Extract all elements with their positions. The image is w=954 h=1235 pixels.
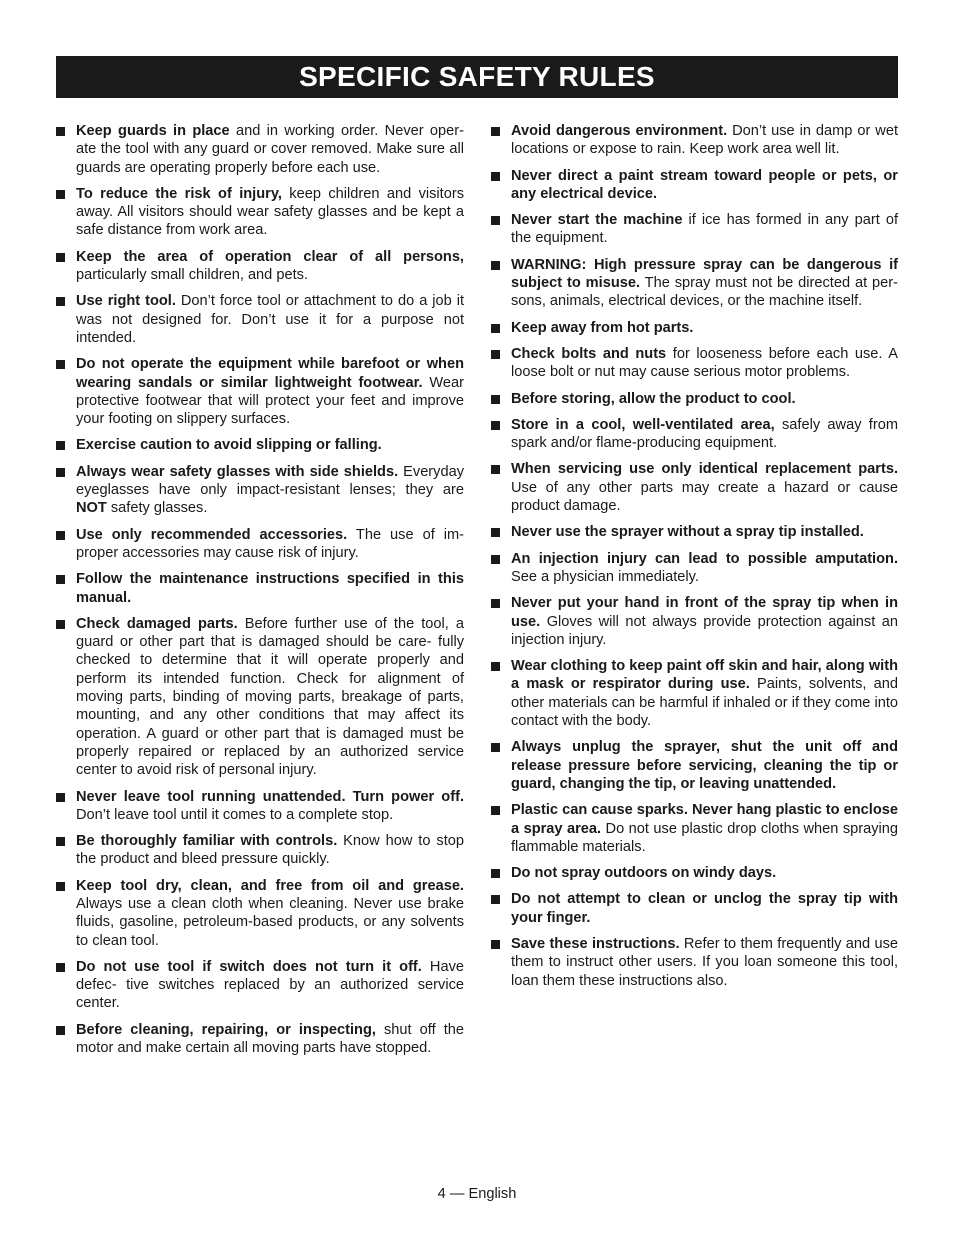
square-bullet-icon	[56, 832, 76, 846]
square-bullet-icon	[491, 211, 511, 225]
rule-heading: Never leave tool running unattended. Turn power off.	[76, 788, 464, 805]
safety-rule-text	[511, 935, 898, 990]
safety-rule-item	[56, 292, 464, 347]
safety-rule-text	[76, 958, 464, 1013]
safety-rule-item	[56, 788, 464, 825]
rule-description: safety glasses.	[106, 500, 208, 517]
safety-rule-text	[511, 890, 898, 927]
rule-heading: Keep guards in place	[76, 123, 230, 139]
safety-rule-text	[511, 550, 898, 587]
rule-heading: Use only recommended accessories.	[76, 526, 348, 543]
rule-description: Do not use plastic drop cloths when spraying flammable materials.	[511, 820, 898, 855]
safety-rule-item	[491, 801, 898, 856]
square-bullet-icon	[56, 463, 76, 477]
square-bullet-icon	[491, 167, 511, 181]
rule-description: Have defec- tive switches replaced by an authorized service center.	[76, 958, 464, 1012]
square-bullet-icon	[56, 122, 76, 136]
square-bullet-icon	[491, 256, 511, 270]
square-bullet-icon	[56, 615, 76, 629]
square-bullet-icon	[56, 570, 76, 584]
square-bullet-icon	[491, 460, 511, 474]
square-bullet-icon	[491, 657, 511, 671]
square-bullet-icon	[56, 526, 76, 540]
safety-rule-text	[76, 122, 464, 177]
rule-heading: Do not attempt to clean or unclog the spray tip with your finger.	[511, 891, 898, 926]
right-rules-column	[491, 122, 898, 990]
safety-rule-text	[511, 523, 898, 541]
safety-rule-item	[56, 832, 464, 869]
rule-description: Gloves will not always provide protection against an injection injury.	[511, 613, 898, 648]
rule-heading: Save these instructions.	[511, 935, 680, 952]
square-bullet-icon	[491, 738, 511, 752]
square-bullet-icon	[491, 345, 511, 359]
rule-heading: Use right tool.	[76, 293, 176, 310]
rule-heading: Keep away from hot parts.	[511, 319, 694, 336]
rule-description: Know how to stop the product and bleed pressure quickly.	[76, 833, 464, 868]
safety-rule-text	[76, 248, 464, 285]
safety-rule-item	[491, 122, 898, 159]
safety-rule-item	[491, 523, 898, 541]
rule-description: keep children and visitors away. All visitors should wear safety glasses and be kept a safe distance from work area.	[76, 185, 464, 239]
rule-heading: Never direct a paint stream toward people or pets, or any electrical device.	[511, 167, 898, 202]
safety-rule-text	[76, 877, 464, 950]
safety-rule-item	[56, 355, 464, 428]
safety-rule-text	[511, 657, 898, 730]
square-bullet-icon	[491, 594, 511, 608]
safety-rule-text	[511, 167, 898, 204]
rule-heading: Never use the sprayer without a spray tip installed.	[511, 524, 864, 541]
safety-rule-item	[56, 526, 464, 563]
page-footer: 4 — English	[437, 1186, 517, 1202]
safety-rule-text	[511, 738, 898, 793]
square-bullet-icon	[56, 788, 76, 802]
rule-description: Paints, solvents, and other materials can be harmful if inhaled or if they come into contact with the body.	[511, 676, 898, 730]
safety-rule-item	[491, 460, 898, 515]
safety-rule-item	[56, 958, 464, 1013]
safety-rule-text	[76, 292, 464, 347]
rule-heading: Avoid dangerous environment.	[511, 123, 728, 139]
square-bullet-icon	[56, 292, 76, 306]
rule-description: shut off the motor and make certain all moving parts have stopped.	[76, 1021, 464, 1057]
safety-rule-text	[511, 801, 898, 856]
safety-rule-text	[511, 211, 898, 248]
rule-heading: Always unplug the sprayer, shut the unit off and release pressure before servicing, cleaning the tip or guard, changing the tip, or leaving unattended.	[511, 739, 898, 792]
rule-description: Everyday eyeglasses have only impact-resistant lenses; they are	[76, 463, 464, 499]
square-bullet-icon	[491, 319, 511, 333]
rule-heading: Check damaged parts.	[76, 615, 238, 632]
rule-heading: Store in a cool, well-ventilated area,	[511, 416, 775, 433]
safety-rule-text	[511, 319, 898, 337]
rule-description: Don’t use in damp or wet locations or expose to rain. Keep work area well lit.	[511, 123, 898, 158]
safety-rule-text	[76, 570, 464, 607]
safety-rule-item	[491, 167, 898, 204]
safety-rule-item	[491, 345, 898, 382]
safety-rule-item	[491, 657, 898, 730]
safety-rule-text	[511, 594, 898, 649]
safety-rule-item	[56, 1021, 464, 1058]
rule-description: The use of im- proper accessories may cause risk of injury.	[76, 526, 465, 561]
rule-heading: NOT	[76, 500, 107, 517]
rule-heading: To reduce the risk of injury,	[76, 185, 282, 202]
rule-description: Refer to them frequently and use them to instruct other users. If you loan someone this tool, loan them these instructions also.	[511, 935, 898, 989]
rule-heading: Exercise caution to avoid slipping or falling.	[76, 437, 382, 454]
rule-description: if ice has formed in any part of the equipment.	[511, 212, 899, 247]
safety-rule-item	[491, 738, 898, 793]
rule-heading: Do not use tool if switch does not turn it off.	[76, 958, 422, 975]
rule-heading: Do not spray outdoors on windy days.	[511, 865, 777, 882]
safety-rule-item	[491, 864, 898, 882]
square-bullet-icon	[491, 523, 511, 537]
square-bullet-icon	[56, 185, 76, 199]
rule-heading: Never start the machine	[511, 212, 683, 229]
rule-heading: Never put your hand in front of the spray tip when in use.	[511, 595, 898, 630]
safety-rule-item	[56, 877, 464, 950]
rule-heading: An injection injury can lead to possible amputation.	[511, 550, 898, 567]
rule-description: and in working order. Never oper- ate the tool with any guard or cover removed. Make sure all guards are operating properly before each use.	[76, 123, 465, 176]
rule-heading: Do not operate the equipment while barefoot or when wearing sandals or similar lightweight footwear.	[76, 356, 464, 391]
rule-heading: Wear clothing to keep paint off skin and hair, along with a mask or respirator during use.	[511, 658, 898, 693]
square-bullet-icon	[56, 248, 76, 262]
square-bullet-icon	[491, 122, 511, 136]
safety-rule-text	[511, 416, 898, 453]
rule-heading: Before cleaning, repairing, or inspecting,	[76, 1021, 376, 1038]
safety-rule-text	[76, 355, 464, 428]
safety-rule-text	[511, 390, 898, 408]
safety-rule-item	[56, 122, 464, 177]
rule-description: safely away from spark and/or flame-producing equipment.	[511, 416, 898, 452]
rule-description: Always use a clean cloth when cleaning. Never use brake fluids, gasoline, petroleum-based products, or any solvents to clean tool.	[76, 895, 464, 949]
safety-rule-text	[76, 832, 464, 869]
safety-rule-text	[511, 345, 898, 382]
safety-rule-item	[56, 185, 464, 240]
safety-rule-item	[56, 463, 464, 518]
rule-description: Before further use of the tool, a guard or other part that is damaged should be care- fully checked to determine that it will operate properly and perform its intended function. Check for alignment of moving parts, binding of moving parts, breakage of parts, mounting, and any other conditions that may affect its operation. A guard or other part that is damaged must be properly repaired or replaced by an authorized service center to avoid risk of personal injury.	[76, 615, 464, 779]
safety-rule-item	[491, 550, 898, 587]
rule-heading: Before storing, allow the product to cool.	[511, 390, 796, 407]
rule-description: for looseness before each use. A loose bolt or nut may cause serious motor problems.	[511, 345, 898, 381]
rule-description: particularly small children, and pets.	[76, 267, 308, 284]
safety-rule-item	[491, 211, 898, 248]
safety-rule-text	[76, 1021, 464, 1058]
square-bullet-icon	[56, 877, 76, 891]
rule-heading: Check bolts and nuts	[511, 345, 667, 362]
rule-heading: When servicing use only identical replacement parts.	[511, 461, 898, 478]
square-bullet-icon	[56, 355, 76, 369]
square-bullet-icon	[491, 390, 511, 404]
safety-rule-item	[491, 594, 898, 649]
safety-rule-text	[76, 526, 464, 563]
safety-rule-text	[76, 788, 464, 825]
square-bullet-icon	[491, 416, 511, 430]
square-bullet-icon	[491, 890, 511, 904]
safety-rule-text	[511, 256, 898, 311]
rule-heading: Plastic can cause sparks. Never hang plastic to enclose a spray area.	[511, 802, 898, 837]
rule-description: Use of any other parts may create a hazard or cause product damage.	[511, 479, 898, 515]
safety-rule-text	[76, 615, 464, 780]
safety-rule-item	[56, 570, 464, 607]
rule-heading: Always wear safety glasses with side shields.	[76, 463, 399, 480]
safety-rule-item	[491, 890, 898, 927]
safety-rule-item	[56, 615, 464, 780]
rule-description: Don’t force tool or attachment to do a job it was not designed for. Don’t use it for a purpose not intended.	[76, 293, 465, 346]
safety-rule-item	[491, 319, 898, 337]
rule-heading: Keep tool dry, clean, and free from oil and grease.	[76, 877, 464, 894]
page-title: SPECIFIC SAFETY RULES	[56, 56, 898, 98]
rule-heading: WARNING: High pressure spray can be dangerous if subject to misuse.	[511, 256, 898, 292]
rule-description: See a physician immediately.	[511, 568, 699, 585]
left-rules-column	[56, 122, 464, 1057]
square-bullet-icon	[56, 1021, 76, 1035]
rule-heading: Follow the maintenance instructions specified in this manual.	[76, 571, 464, 606]
safety-rule-item	[491, 256, 898, 311]
safety-rule-text	[511, 460, 898, 515]
square-bullet-icon	[491, 801, 511, 815]
safety-rule-text	[76, 185, 464, 240]
rule-description: The spray must not be directed at per- sons, animals, electrical devices, or the machine itself.	[511, 275, 898, 310]
safety-rule-item	[56, 248, 464, 285]
safety-rule-text	[511, 864, 898, 882]
rule-description: Wear protective footwear that will protect your feet and improve your footing on slippery surfaces.	[76, 374, 464, 428]
rule-heading: Keep the area of operation clear of all persons,	[76, 248, 464, 265]
rule-heading: Be thoroughly familiar with controls.	[76, 833, 338, 850]
square-bullet-icon	[56, 436, 76, 450]
safety-rule-text	[76, 436, 464, 454]
rule-description: Don’t leave tool until it comes to a complete stop.	[76, 806, 394, 823]
square-bullet-icon	[491, 864, 511, 878]
safety-rule-item	[491, 416, 898, 453]
safety-rule-item	[491, 935, 898, 990]
safety-rule-text	[511, 122, 898, 159]
square-bullet-icon	[491, 935, 511, 949]
safety-rule-item	[491, 390, 898, 408]
safety-rule-item	[56, 436, 464, 454]
square-bullet-icon	[56, 958, 76, 972]
safety-rule-text	[76, 463, 464, 518]
square-bullet-icon	[491, 550, 511, 564]
